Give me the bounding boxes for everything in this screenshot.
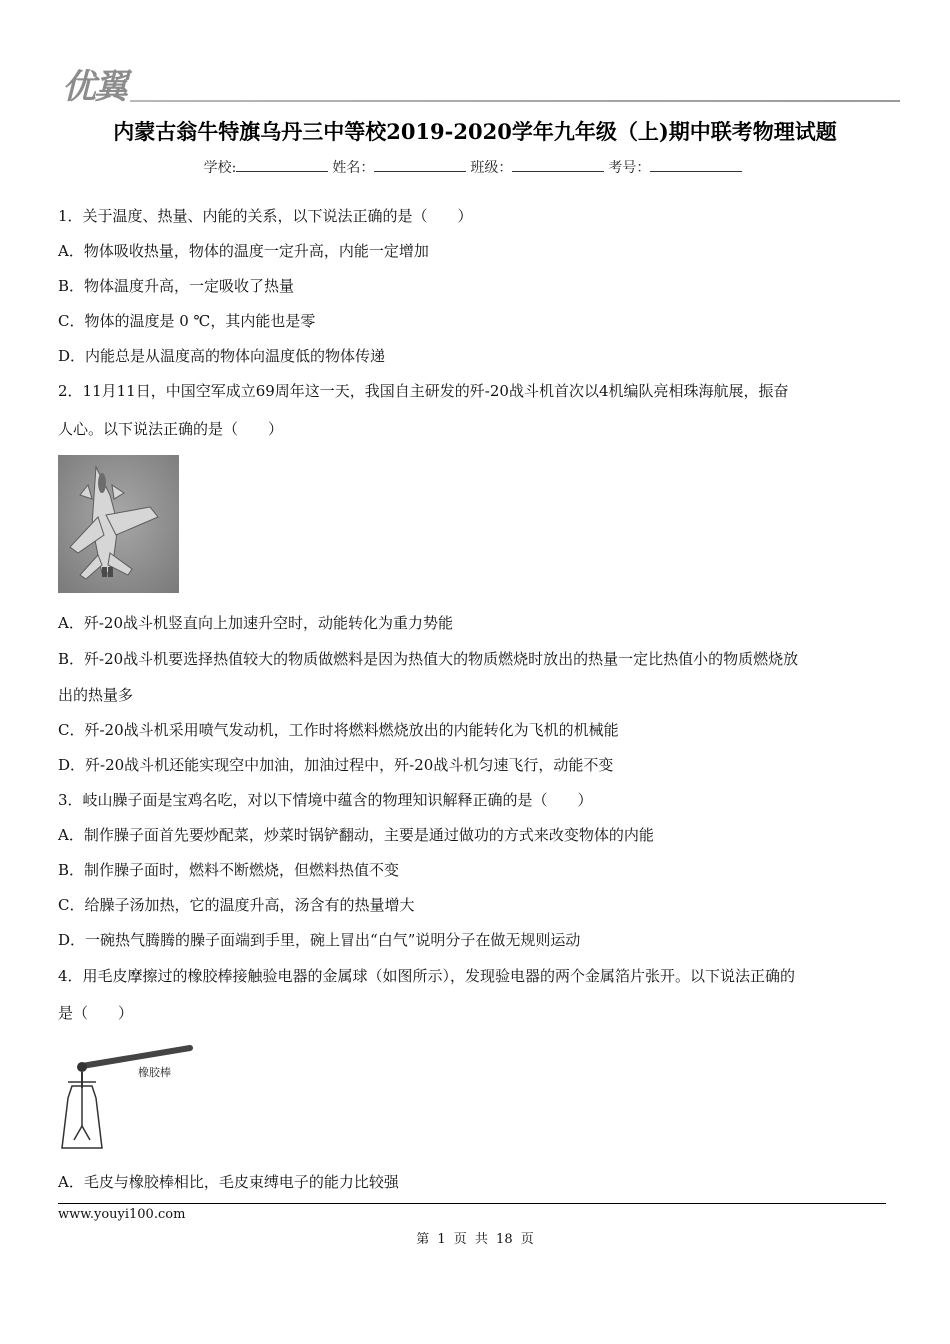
exam-no-blank xyxy=(650,157,742,172)
header-divider xyxy=(130,100,900,102)
q2-stem-line1: 2．11月11日，中国空军成立69周年这一天，我国自主研发的歼-20战斗机首次以4机编队亮相珠海航展，振奋 xyxy=(58,382,789,400)
q2-stem-line2: 人心。以下说法正确的是（ ） xyxy=(58,420,284,438)
page-title: 内蒙古翁牛特旗乌丹三中等校2019-2020学年九年级（上)期中联考物理试题 xyxy=(113,119,837,144)
q2-option-d: D．歼-20战斗机还能实现空中加油，加油过程中，歼-20战斗机匀速飞行，动能不变 xyxy=(58,756,614,774)
school-blank xyxy=(236,157,328,172)
q4-option-a: A．毛皮与橡胶棒相比，毛皮束缚电子的能力比较强 xyxy=(58,1173,399,1191)
name-label: 姓名： xyxy=(332,160,375,176)
q3-option-b: B．制作臊子面时，燃料不断燃烧，但燃料热值不变 xyxy=(58,861,400,879)
q1-option-b: B．物体温度升高，一定吸收了热量 xyxy=(58,277,295,295)
q3-option-d: D．一碗热气腾腾的臊子面端到手里，碗上冒出“白气”说明分子在做无规则运动 xyxy=(58,931,581,949)
q3-option-a: A．制作臊子面首先要炒配菜，炒菜时锅铲翻动，主要是通过做功的方式来改变物体的内能 xyxy=(58,826,654,844)
q3-stem: 3．岐山臊子面是宝鸡名吃，对以下情境中蕴含的物理知识解释正确的是（ ） xyxy=(58,791,593,809)
page-number: 第 1 页 共 18 页 xyxy=(416,1232,534,1247)
q1-option-c: C．物体的温度是 0 ℃，其内能也是零 xyxy=(58,312,316,330)
q4-stem-line2: 是（ ） xyxy=(58,1004,134,1022)
q2-option-b-line1: B．歼-20战斗机要选择热值较大的物质做燃料是因为热值大的物质燃烧时放出的热量一定比热值小的物质燃烧放 xyxy=(58,650,799,668)
footer-divider xyxy=(58,1203,886,1204)
q2-option-c: C．歼-20战斗机采用喷气发动机，工作时将燃料燃烧放出的内能转化为飞机的机械能 xyxy=(58,721,619,739)
school-label: 学校: xyxy=(203,160,237,176)
q4-stem-line1: 4．用毛皮摩擦过的橡胶棒接触验电器的金属球（如图所示），发现验电器的两个金属箔片张开。以下说法正确的 xyxy=(58,967,796,985)
class-label: 班级： xyxy=(470,160,513,176)
q2-option-b-line2: 出的热量多 xyxy=(58,686,134,704)
electroscope-figure xyxy=(58,1040,198,1160)
q2-option-a: A．歼-20战斗机竖直向上加速升空时，动能转化为重力势能 xyxy=(58,614,453,632)
fighter-jet-image xyxy=(58,455,179,593)
class-blank xyxy=(512,157,604,172)
brand-logo: 优翼 xyxy=(62,67,126,107)
q1-stem: 1．关于温度、热量、内能的关系，以下说法正确的是（ ） xyxy=(58,207,473,225)
exam-no-label: 考号： xyxy=(608,160,651,176)
q1-option-d: D．内能总是从温度高的物体向温度低的物体传递 xyxy=(58,347,386,365)
student-info-row xyxy=(0,157,950,178)
q3-option-c: C．给臊子汤加热，它的温度升高，汤含有的热量增大 xyxy=(58,896,415,914)
footer-url: www.youyi100.com xyxy=(58,1207,186,1222)
name-blank xyxy=(374,157,466,172)
rubber-rod-label: 橡胶棒 xyxy=(138,1066,171,1079)
q1-option-a: A．物体吸收热量，物体的温度一定升高，内能一定增加 xyxy=(58,242,429,260)
